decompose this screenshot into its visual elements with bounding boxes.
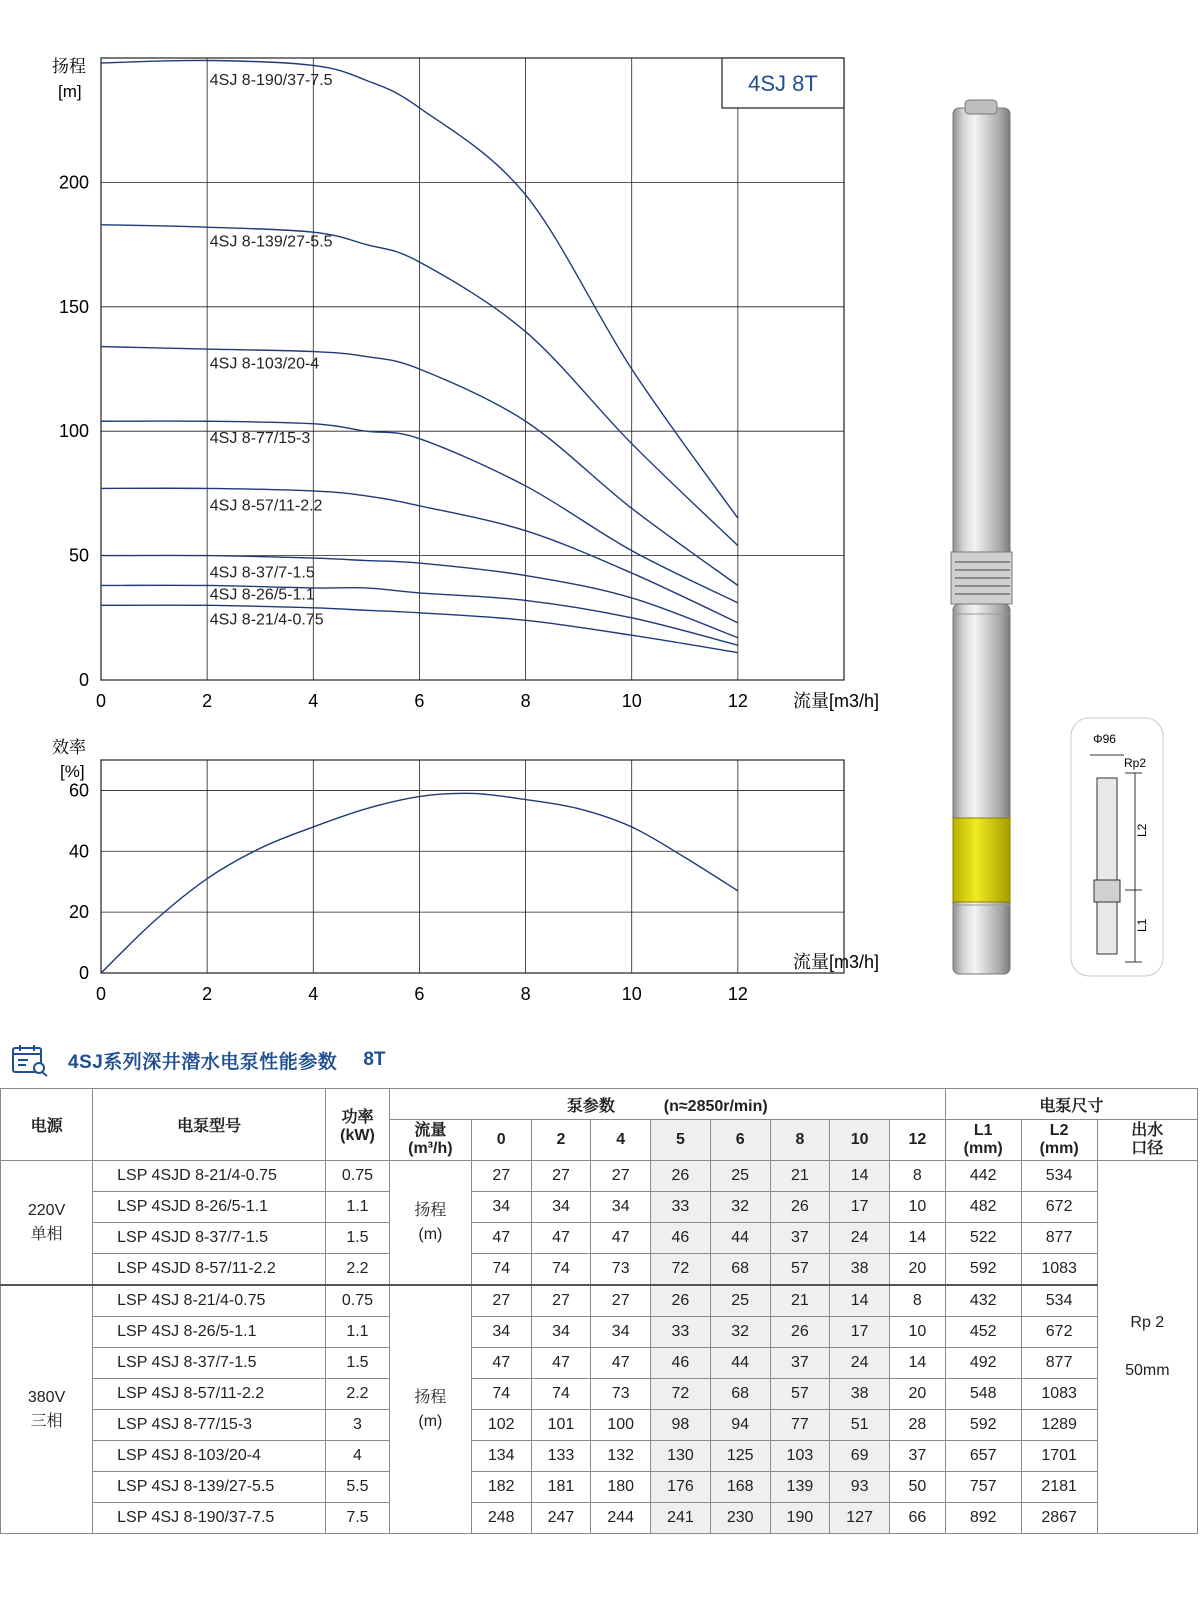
y-tick-label: 200 <box>58 172 89 193</box>
header-power-source: 电源 <box>1 1089 93 1161</box>
header-pump-params <box>389 1089 945 1120</box>
model-cell: LSP 4SJD 8-21/4-0.75 <box>93 1161 326 1192</box>
head-value-cell: 57 <box>770 1379 830 1410</box>
head-value-cell: 37 <box>770 1223 830 1254</box>
head-value-cell: 72 <box>651 1254 711 1286</box>
head-value-cell: 44 <box>710 1223 770 1254</box>
table-row <box>1 1161 1198 1192</box>
l1-label: L1 <box>1135 918 1149 932</box>
head-value-cell: 27 <box>591 1161 651 1192</box>
head-value-cell: 46 <box>651 1223 711 1254</box>
l2-cell: 672 <box>1021 1192 1097 1223</box>
table-row <box>1 1503 1198 1534</box>
head-value-cell: 244 <box>591 1503 651 1534</box>
l1-cell: 522 <box>945 1223 1021 1254</box>
power-cell: 3 <box>326 1410 390 1441</box>
table-row <box>1 1254 1198 1286</box>
table-row <box>1 1348 1198 1379</box>
series-label: 4SJ 8-103/20-4 <box>209 355 320 373</box>
x-tick-label: 6 <box>414 984 425 1004</box>
header-speed: (n≈2850r/min) <box>663 1097 768 1115</box>
head-value-cell: 94 <box>710 1410 770 1441</box>
model-cell: LSP 4SJ 8-57/11-2.2 <box>93 1379 326 1410</box>
head-value-cell: 50 <box>890 1472 946 1503</box>
model-cell: LSP 4SJ 8-190/37-7.5 <box>93 1503 326 1534</box>
head-value-cell: 72 <box>651 1379 711 1410</box>
power-cell: 0.75 <box>326 1161 390 1192</box>
head-value-cell: 101 <box>531 1410 591 1441</box>
power-cell: 1.1 <box>326 1192 390 1223</box>
head-value-cell: 125 <box>710 1441 770 1472</box>
l2-cell: 877 <box>1021 1223 1097 1254</box>
head-value-cell: 32 <box>710 1317 770 1348</box>
head-value-cell: 190 <box>770 1503 830 1534</box>
header-pump-params-label: 泵参数 <box>566 1097 615 1115</box>
l2-cell: 1701 <box>1021 1441 1097 1472</box>
head-value-cell: 38 <box>830 1254 890 1286</box>
head-value-cell: 33 <box>651 1192 711 1223</box>
head-value-cell: 180 <box>591 1472 651 1503</box>
series-label: 4SJ 8-190/37-7.5 <box>209 71 333 89</box>
head-value-cell: 17 <box>830 1192 890 1223</box>
x-tick-label: 0 <box>95 984 107 1004</box>
x-tick-label: 12 <box>727 691 748 711</box>
table-row <box>1 1192 1198 1223</box>
y-tick-label: 150 <box>58 296 89 317</box>
head-value-cell: 27 <box>531 1161 591 1192</box>
l1-cell: 442 <box>945 1161 1021 1192</box>
head-value-cell: 241 <box>651 1503 711 1534</box>
head-value-cell: 168 <box>710 1472 770 1503</box>
l2-cell: 1083 <box>1021 1379 1097 1410</box>
head-value-cell: 28 <box>890 1410 946 1441</box>
l1-cell: 592 <box>945 1254 1021 1286</box>
head-value-cell: 69 <box>830 1441 890 1472</box>
head-value-cell: 8 <box>890 1285 946 1317</box>
l1-cell: 892 <box>945 1503 1021 1534</box>
power-cell: 0.75 <box>326 1285 390 1317</box>
performance-table <box>0 1088 1198 1534</box>
head-value-cell: 14 <box>830 1161 890 1192</box>
head-value-cell: 77 <box>770 1410 830 1441</box>
l1-cell: 492 <box>945 1348 1021 1379</box>
head-value-cell: 230 <box>710 1503 770 1534</box>
header-flow-value: 5 <box>651 1120 711 1161</box>
table-row <box>1 1441 1198 1472</box>
head-value-cell: 66 <box>890 1503 946 1534</box>
section-title: 4SJ系列深井潜水电泵性能参数 <box>68 1051 338 1073</box>
head-value-cell: 34 <box>531 1317 591 1348</box>
head-value-cell: 133 <box>531 1441 591 1472</box>
head-value-cell: 17 <box>830 1317 890 1348</box>
model-cell: LSP 4SJ 8-26/5-1.1 <box>93 1317 326 1348</box>
calendar-search-icon <box>10 1043 50 1077</box>
power-cell: 4 <box>326 1441 390 1472</box>
head-value-cell: 47 <box>471 1348 531 1379</box>
head-axis-unit: [m] <box>58 82 82 101</box>
head-value-cell: 24 <box>830 1348 890 1379</box>
l2-cell: 2867 <box>1021 1503 1097 1534</box>
head-value-cell: 34 <box>471 1192 531 1223</box>
l1-cell: 548 <box>945 1379 1021 1410</box>
y-tick-label: 0 <box>78 963 89 983</box>
header-power <box>326 1089 390 1161</box>
y-tick-label: 60 <box>68 780 89 801</box>
head-value-cell: 21 <box>770 1161 830 1192</box>
head-value-cell: 26 <box>770 1192 830 1223</box>
head-value-cell: 34 <box>471 1317 531 1348</box>
power-cell: 1.1 <box>326 1317 390 1348</box>
power-cell: 1.5 <box>326 1348 390 1379</box>
l1-cell: 657 <box>945 1441 1021 1472</box>
table-row <box>1 1472 1198 1503</box>
outlet-cell: Rp 2 50mm <box>1097 1161 1197 1534</box>
power-cell: 2.2 <box>326 1379 390 1410</box>
y-tick-label: 0 <box>78 670 89 690</box>
model-cell: LSP 4SJD 8-26/5-1.1 <box>93 1192 326 1223</box>
head-value-cell: 182 <box>471 1472 531 1503</box>
head-value-cell: 47 <box>531 1348 591 1379</box>
outlet-label: Rp2 <box>1124 756 1147 770</box>
head-value-cell: 74 <box>471 1254 531 1286</box>
head-value-cell: 24 <box>830 1223 890 1254</box>
head-value-cell: 68 <box>710 1254 770 1286</box>
l2-cell: 534 <box>1021 1161 1097 1192</box>
x-tick-label: 8 <box>520 691 531 711</box>
x-tick-label: 4 <box>308 691 319 711</box>
header-flow <box>389 1120 471 1161</box>
x-tick-label: 10 <box>621 691 642 711</box>
head-value-cell: 181 <box>531 1472 591 1503</box>
chart-series-label: 4SJ 8T <box>748 71 818 96</box>
head-value-cell: 51 <box>830 1410 890 1441</box>
head-value-cell: 33 <box>651 1317 711 1348</box>
x-tick-label: 6 <box>414 691 425 711</box>
head-value-cell: 134 <box>471 1441 531 1472</box>
diameter-label: Φ96 <box>1093 732 1116 746</box>
head-value-cell: 68 <box>710 1379 770 1410</box>
header-flow-value: 4 <box>591 1120 651 1161</box>
l2-cell: 672 <box>1021 1317 1097 1348</box>
model-cell: LSP 4SJ 8-103/20-4 <box>93 1441 326 1472</box>
head-value-cell: 21 <box>770 1285 830 1317</box>
table-row <box>1 1379 1198 1410</box>
l2-cell: 1289 <box>1021 1410 1097 1441</box>
section-suffix: 8T <box>363 1049 386 1070</box>
head-value-cell: 32 <box>710 1192 770 1223</box>
head-value-cell: 74 <box>531 1379 591 1410</box>
head-value-cell: 247 <box>531 1503 591 1534</box>
head-value-cell: 139 <box>770 1472 830 1503</box>
x-tick-label: 4 <box>308 984 319 1004</box>
head-value-cell: 47 <box>531 1223 591 1254</box>
header-flow-value: 8 <box>770 1120 830 1161</box>
head-value-cell: 46 <box>651 1348 711 1379</box>
head-value-cell: 38 <box>830 1379 890 1410</box>
power-source-cell: 220V 单相 <box>1 1161 93 1286</box>
head-value-cell: 20 <box>890 1379 946 1410</box>
model-cell: LSP 4SJD 8-57/11-2.2 <box>93 1254 326 1286</box>
head-value-cell: 27 <box>471 1161 531 1192</box>
head-value-cell: 100 <box>591 1410 651 1441</box>
header-flow-value: 2 <box>531 1120 591 1161</box>
series-label: 4SJ 8-57/11-2.2 <box>209 497 323 515</box>
head-value-cell: 132 <box>591 1441 651 1472</box>
head-value-cell: 74 <box>471 1379 531 1410</box>
head-value-cell: 26 <box>651 1285 711 1317</box>
head-value-cell: 26 <box>770 1317 830 1348</box>
head-value-cell: 14 <box>830 1285 890 1317</box>
table-row <box>1 1223 1198 1254</box>
table-row <box>1 1317 1198 1348</box>
head-value-cell: 27 <box>531 1285 591 1317</box>
head-value-cell: 74 <box>531 1254 591 1286</box>
head-value-cell: 98 <box>651 1410 711 1441</box>
l1-cell: 592 <box>945 1410 1021 1441</box>
head-value-cell: 37 <box>890 1441 946 1472</box>
x-tick-label: 10 <box>621 984 642 1004</box>
model-cell: LSP 4SJD 8-37/7-1.5 <box>93 1223 326 1254</box>
power-cell: 5.5 <box>326 1472 390 1503</box>
header-flow-value: 10 <box>830 1120 890 1161</box>
head-value-cell: 25 <box>710 1285 770 1317</box>
head-value-cell: 34 <box>531 1192 591 1223</box>
l2-cell: 1083 <box>1021 1254 1097 1286</box>
y-tick-label: 50 <box>68 545 89 566</box>
head-value-cell: 10 <box>890 1192 946 1223</box>
head-value-cell: 27 <box>591 1285 651 1317</box>
l2-cell: 2181 <box>1021 1472 1097 1503</box>
l1-cell: 432 <box>945 1285 1021 1317</box>
efficiency-axis-unit: [%] <box>60 762 85 781</box>
series-label: 4SJ 8-26/5-1.1 <box>209 586 315 604</box>
head-value-cell: 73 <box>591 1379 651 1410</box>
head-value-cell: 103 <box>770 1441 830 1472</box>
head-value-cell: 25 <box>710 1161 770 1192</box>
power-cell: 2.2 <box>326 1254 390 1286</box>
header-l2: L2 (mm) <box>1021 1120 1097 1161</box>
series-label: 4SJ 8-77/15-3 <box>209 430 311 448</box>
dimension-drawing <box>1071 718 1163 976</box>
head-value-cell: 8 <box>890 1161 946 1192</box>
l1-cell: 452 <box>945 1317 1021 1348</box>
head-value-cell: 10 <box>890 1317 946 1348</box>
series-label: 4SJ 8-37/7-1.5 <box>209 564 315 582</box>
head-value-cell: 20 <box>890 1254 946 1286</box>
head-unit-cell: 扬程 (m) <box>389 1161 471 1286</box>
x-tick-label: 2 <box>202 691 213 711</box>
head-value-cell: 73 <box>591 1254 651 1286</box>
head-value-cell: 14 <box>890 1223 946 1254</box>
x-tick-label: 8 <box>520 984 531 1004</box>
head-value-cell: 102 <box>471 1410 531 1441</box>
head-value-cell: 26 <box>651 1161 711 1192</box>
head-value-cell: 176 <box>651 1472 711 1503</box>
l2-cell: 534 <box>1021 1285 1097 1317</box>
header-flow-value: 6 <box>710 1120 770 1161</box>
model-cell: LSP 4SJ 8-139/27-5.5 <box>93 1472 326 1503</box>
header-l1: L1 (mm) <box>945 1120 1021 1161</box>
head-value-cell: 34 <box>591 1317 651 1348</box>
pump-body <box>951 100 1012 974</box>
series-label: 4SJ 8-139/27-5.5 <box>209 233 333 251</box>
efficiency-x-axis-title: 流量[m3/h] <box>793 952 880 972</box>
head-value-cell: 127 <box>830 1503 890 1534</box>
header-model: 电泵型号 <box>93 1089 326 1161</box>
head-value-cell: 44 <box>710 1348 770 1379</box>
x-tick-label: 0 <box>95 691 107 711</box>
performance-table-body <box>1 1161 1198 1534</box>
head-value-cell: 248 <box>471 1503 531 1534</box>
power-cell: 1.5 <box>326 1223 390 1254</box>
l1-cell: 757 <box>945 1472 1021 1503</box>
head-value-cell: 27 <box>471 1285 531 1317</box>
head-value-cell: 47 <box>471 1223 531 1254</box>
header-power-text: 功率 (kW) <box>340 1109 375 1144</box>
head-value-cell: 34 <box>591 1192 651 1223</box>
model-cell: LSP 4SJ 8-21/4-0.75 <box>93 1285 326 1317</box>
head-value-cell: 47 <box>591 1223 651 1254</box>
head-value-cell: 57 <box>770 1254 830 1286</box>
l1-cell: 482 <box>945 1192 1021 1223</box>
head-value-cell: 47 <box>591 1348 651 1379</box>
series-label: 4SJ 8-21/4-0.75 <box>209 611 324 629</box>
head-value-cell: 37 <box>770 1348 830 1379</box>
table-row <box>1 1285 1198 1317</box>
header-flow-value: 12 <box>890 1120 946 1161</box>
y-tick-label: 100 <box>58 421 89 442</box>
y-tick-label: 20 <box>68 902 89 923</box>
l2-label: L2 <box>1135 823 1149 837</box>
model-cell: LSP 4SJ 8-77/15-3 <box>93 1410 326 1441</box>
x-tick-label: 12 <box>727 984 748 1004</box>
table-row <box>1 1410 1198 1441</box>
power-source-cell: 380V 三相 <box>1 1285 93 1534</box>
model-cell: LSP 4SJ 8-37/7-1.5 <box>93 1348 326 1379</box>
head-unit-cell: 扬程 (m) <box>389 1285 471 1534</box>
y-tick-label: 40 <box>68 841 89 862</box>
section-heading <box>10 1040 386 1080</box>
header-dimensions: 电泵尺寸 <box>945 1089 1197 1120</box>
head-value-cell: 14 <box>890 1348 946 1379</box>
x-tick-label: 2 <box>202 984 213 1004</box>
header-flow-value: 0 <box>471 1120 531 1161</box>
l2-cell: 877 <box>1021 1348 1097 1379</box>
header-outlet: 出水 口径 <box>1097 1120 1197 1161</box>
head-axis-title: 扬程 <box>52 57 86 76</box>
header-flow-text: 流量 (m³/h) <box>408 1122 453 1157</box>
head-x-axis-title: 流量[m3/h] <box>793 691 880 711</box>
efficiency-axis-title: 效率 <box>52 738 86 757</box>
head-value-cell: 130 <box>651 1441 711 1472</box>
head-value-cell: 93 <box>830 1472 890 1503</box>
power-cell: 7.5 <box>326 1503 390 1534</box>
